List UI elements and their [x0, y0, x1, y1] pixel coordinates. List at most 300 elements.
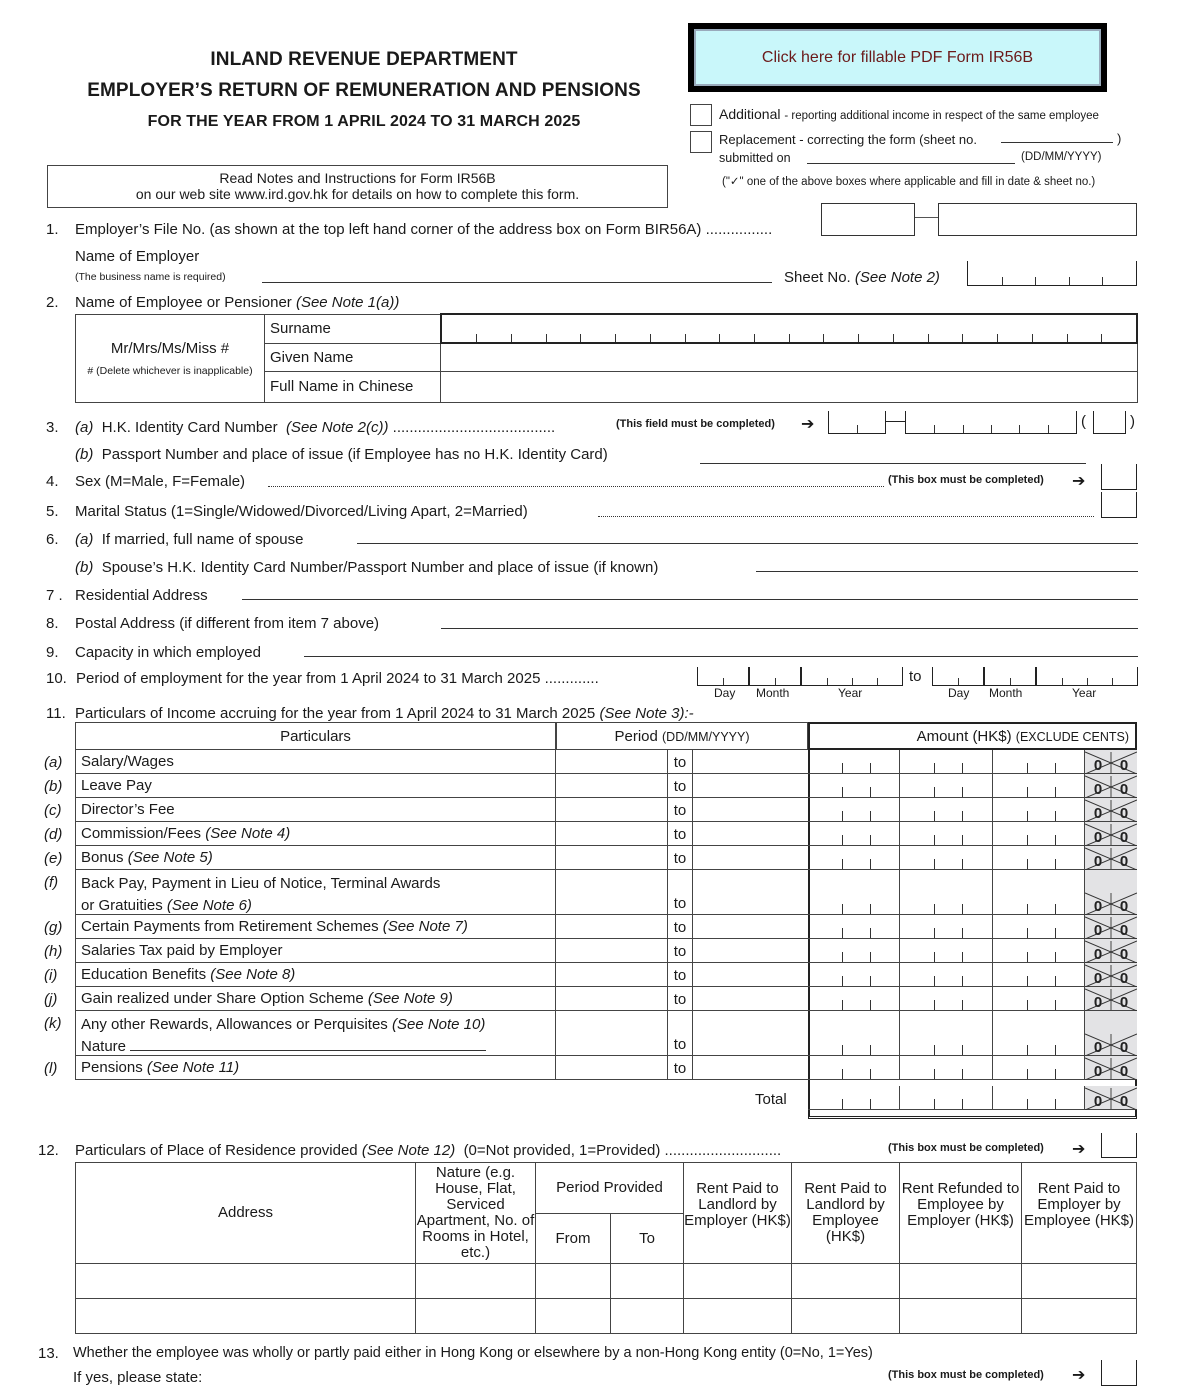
passport-field[interactable] [700, 463, 1086, 464]
svg-text:0: 0 [1119, 922, 1129, 939]
submitted-on-date-field[interactable] [807, 163, 1015, 164]
employer-file-no-part2[interactable] [938, 203, 1137, 236]
item-3a-letter: (a) [75, 419, 94, 436]
from-year-caption: Year [838, 686, 863, 700]
month-field[interactable] [984, 667, 1036, 686]
row-note: (See Note 10) [387, 1016, 486, 1033]
additional-label: Additional [719, 106, 781, 122]
tick-mark [934, 835, 935, 845]
amount-digit-group[interactable] [900, 987, 993, 1011]
tick-mark [1055, 1045, 1056, 1055]
row-note: (See Note 11) [146, 1059, 240, 1076]
rent2-cell[interactable] [792, 1264, 900, 1299]
period-from-cell[interactable] [556, 870, 668, 915]
period-from-cell[interactable] [556, 846, 668, 870]
hkid-dash [886, 421, 906, 422]
tick-mark [870, 928, 871, 938]
tick-mark [870, 811, 871, 821]
nature-label: Nature [81, 1038, 131, 1055]
period-from-cell[interactable] [556, 798, 668, 822]
row-note: (See Note 6) [166, 897, 252, 914]
employee-name-heading [75, 294, 399, 311]
tick-mark [1027, 904, 1028, 914]
amount-digit-group[interactable] [993, 1011, 1085, 1056]
period-to-cell[interactable] [693, 750, 808, 774]
crossed-cents-icon [1085, 798, 1137, 822]
period-to-cell[interactable] [693, 939, 808, 963]
amount-digit-group[interactable] [808, 870, 900, 915]
marital-status-field[interactable] [1101, 492, 1137, 518]
tick-mark [1027, 787, 1028, 797]
period-from-cell[interactable] [556, 1056, 668, 1080]
svg-text:0: 0 [1093, 1093, 1103, 1110]
row-particulars [75, 750, 556, 774]
period-to-cell[interactable] [693, 870, 808, 915]
residence-required-note: (This box must be completed) [888, 1142, 1044, 1154]
tick-mark [962, 859, 963, 869]
tick-mark [870, 1069, 871, 1079]
amount-digit-group[interactable] [900, 774, 993, 798]
amount-digit-group[interactable] [808, 987, 900, 1011]
title-cell [76, 314, 265, 402]
item-9-number: 9. [46, 644, 59, 661]
tick-mark [962, 1000, 963, 1010]
tick-mark [870, 787, 871, 797]
hkid-required-note: (This field must be completed) [616, 418, 775, 430]
nature-line [81, 1036, 555, 1058]
fillable-pdf-label[interactable]: Click here for fillable PDF Form IR56B [694, 29, 1101, 86]
tick-mark [1055, 976, 1056, 986]
row-particulars [75, 1056, 556, 1080]
amount-digit-group[interactable] [900, 939, 993, 963]
tick-mark [1112, 678, 1113, 685]
total-label: Total [755, 1091, 787, 1108]
date-format-label: (DD/MM/YYYY) [1021, 151, 1102, 163]
tick-mark [842, 952, 843, 962]
svg-text:0: 0 [1093, 805, 1103, 822]
additional-desc: - reporting additional income in respect of the same employee [784, 110, 1099, 122]
tick-mark [1027, 928, 1028, 938]
sheet-no-label [784, 269, 940, 286]
svg-text:0: 0 [1119, 1039, 1129, 1056]
row-particulars [75, 870, 556, 915]
tick-mark [934, 1069, 935, 1079]
item-6-number: 6. [46, 531, 59, 548]
employer-name-field[interactable] [262, 282, 772, 283]
tick-mark [934, 425, 935, 433]
amount-digit-group[interactable] [900, 750, 993, 774]
tick-mark [1055, 1099, 1056, 1109]
svg-text:0: 0 [1119, 994, 1129, 1011]
tick-mark [1055, 904, 1056, 914]
marital-status-label: Marital Status (1=Single/Widowed/Divorced/Living Apart, 2=Married) [75, 503, 528, 520]
tick-mark [870, 1045, 871, 1055]
tick-mark [962, 1045, 963, 1055]
year-field[interactable] [1036, 667, 1138, 686]
employment-to-date[interactable] [932, 667, 1138, 686]
period-to-cell[interactable] [693, 963, 808, 987]
amount-digit-group[interactable] [993, 774, 1085, 798]
crossed-cents-icon [1085, 1086, 1137, 1110]
tick-mark [789, 334, 790, 342]
row-particulars [75, 915, 556, 939]
tick-mark [1062, 678, 1063, 685]
amount-digit-group[interactable] [808, 774, 900, 798]
to-cell[interactable] [611, 1299, 684, 1334]
period-from-cell[interactable] [556, 987, 668, 1011]
residence-note: (See Note 12) [361, 1142, 456, 1159]
arrow-icon: ➔ [1072, 1141, 1086, 1158]
amount-digit-group[interactable] [993, 750, 1085, 774]
employer-file-no-label: Employer’s File No. (as shown at the top left hand corner of the address box on Form BIR56A) ................ [75, 221, 773, 238]
additional-checkbox[interactable] [690, 104, 712, 126]
spouse-name-label: If married, full name of spouse [101, 531, 304, 548]
tick-mark [870, 859, 871, 869]
tick-mark [1027, 1069, 1028, 1079]
rent4-cell[interactable] [1022, 1299, 1137, 1334]
from-day-caption: Day [714, 686, 736, 700]
crossed-cents-icon [1085, 870, 1137, 915]
row-letter: (i) [44, 967, 58, 984]
svg-text:0: 0 [1119, 781, 1129, 798]
amount-digit-group[interactable] [900, 870, 993, 915]
period-to-label: to [668, 798, 693, 822]
row-note: (See Note 4) [205, 825, 291, 842]
row-label: Any other Rewards, Allowances or Perquisites [81, 1016, 388, 1033]
tick-mark [934, 952, 935, 962]
period-to-label: to [668, 963, 693, 987]
svg-text:0: 0 [1119, 805, 1129, 822]
col-address: Address [76, 1163, 416, 1264]
rent1-cell[interactable] [684, 1264, 792, 1299]
row-letter: (a) [44, 754, 63, 771]
tick-mark [870, 904, 871, 914]
period-to-label: to [668, 822, 693, 846]
period-from-cell[interactable] [556, 963, 668, 987]
tick-mark [1027, 1000, 1028, 1010]
spouse-id-label-row [75, 559, 658, 576]
tick-mark [852, 678, 853, 685]
tick-mark [962, 904, 963, 914]
amount-digit-group[interactable] [993, 846, 1085, 870]
amount-digit-group[interactable] [900, 1056, 993, 1080]
item-3-number: 3. [46, 419, 59, 436]
tick-mark [842, 859, 843, 869]
capacity-label: Capacity in which employed [75, 644, 261, 661]
period-from-cell[interactable] [556, 939, 668, 963]
col-rent-refunded: Rent Refunded to Employee by Employer (HK$) [900, 1163, 1022, 1264]
tick-mark [1019, 425, 1020, 433]
amount-digit-group[interactable] [993, 915, 1085, 939]
crossed-cents-icon [1085, 774, 1137, 798]
period-to-label: to [668, 846, 693, 870]
row-label-line-2 [81, 895, 555, 917]
tick-mark [934, 811, 935, 821]
amount-digit-group[interactable] [808, 798, 900, 822]
tick-mark [1032, 334, 1033, 342]
cents-cell [1085, 987, 1137, 1011]
tick-mark [842, 976, 843, 986]
passport-label: Passport Number and place of issue (if Employee has no H.K. Identity Card) [101, 446, 608, 463]
title-options[interactable]: Mr/Mrs/Ms/Miss # [110, 339, 230, 357]
hkid-label-row [75, 419, 555, 436]
to-year-caption: Year [1072, 686, 1097, 700]
tick-mark [1027, 1099, 1028, 1109]
title-note: # (Delete whichever is inapplicable) [87, 364, 253, 377]
rent4-cell[interactable] [1022, 1264, 1137, 1299]
tick-mark [823, 334, 824, 342]
amount-digit-group[interactable] [900, 822, 993, 846]
tick-mark [1027, 859, 1028, 869]
tick-mark [962, 928, 963, 938]
item-1-number: 1. [46, 221, 59, 238]
row-letter: (f) [44, 874, 59, 891]
row-particulars [75, 798, 556, 822]
residence-label: Particulars of Place of Residence provided [75, 1142, 358, 1159]
amount-digit-group[interactable] [900, 963, 993, 987]
tick-mark [962, 811, 963, 821]
amount-digit-group[interactable] [808, 846, 900, 870]
amount-digit-group[interactable] [993, 822, 1085, 846]
month-field[interactable] [749, 667, 801, 686]
svg-text:0: 0 [1093, 922, 1103, 939]
fillable-pdf-button[interactable] [688, 23, 1107, 92]
amount-digit-group[interactable] [808, 750, 900, 774]
tick-mark [842, 811, 843, 821]
cents-cell [1085, 774, 1137, 798]
chinese-name-field[interactable] [441, 371, 1138, 402]
period-from-cell[interactable] [556, 822, 668, 846]
day-field[interactable] [697, 667, 749, 686]
tick-mark [1055, 859, 1056, 869]
tick-mark [1055, 787, 1056, 797]
svg-text:0: 0 [1119, 1063, 1129, 1080]
row-particulars [75, 774, 556, 798]
tick-mark [958, 678, 959, 685]
row-label: Director’s Fee [81, 801, 175, 818]
tick-mark [962, 952, 963, 962]
employer-name-note: (The business name is required) [75, 271, 226, 283]
tick-mark [1035, 277, 1036, 285]
hkid-prefix-field[interactable] [828, 411, 886, 434]
svg-text:0: 0 [1093, 1039, 1103, 1056]
row-label: Education Benefits [81, 966, 211, 983]
col-nature: Nature (e.g. House, Flat, Serviced Apartment, No. of Rooms in Hotel, etc.) [416, 1163, 536, 1264]
period-to-cell[interactable] [693, 915, 808, 939]
cents-cell [1085, 870, 1137, 915]
spouse-id-field[interactable] [756, 571, 1138, 572]
row-label: Salary/Wages [81, 753, 174, 770]
residence-provided-field[interactable] [1101, 1133, 1137, 1158]
residential-address-field[interactable] [242, 599, 1138, 600]
item-12-number: 12. [38, 1142, 59, 1159]
period-from-cell[interactable] [556, 750, 668, 774]
row-label: Salaries Tax paid by Employer [81, 942, 283, 959]
period-to-cell[interactable] [693, 774, 808, 798]
nature-cell[interactable] [416, 1264, 536, 1299]
instructions-note [47, 165, 668, 208]
employment-from-date[interactable] [697, 667, 903, 686]
sex-label: Sex (M=Male, F=Female) [75, 473, 246, 490]
svg-text:0: 0 [1093, 994, 1103, 1011]
tick-mark [870, 1000, 871, 1010]
period-from-cell[interactable] [556, 774, 668, 798]
sheet-no-text: Sheet No. [784, 269, 851, 286]
period-to-label: to [668, 939, 693, 963]
row-particulars [75, 987, 556, 1011]
tick-mark [719, 334, 720, 342]
period-to-cell[interactable] [693, 798, 808, 822]
amount-digit-group[interactable] [900, 1011, 993, 1056]
tick-mark [842, 787, 843, 797]
tick-mark [650, 334, 651, 342]
col-rent-landlord-employee: Rent Paid to Landlord by Employee (HK$) [792, 1163, 900, 1264]
period-to-cell[interactable] [693, 822, 808, 846]
year-field[interactable] [801, 667, 903, 686]
crossed-cents-icon [1085, 939, 1137, 963]
cents-cell [1085, 750, 1137, 774]
employee-name-label: Name of Employee or Pensioner [75, 294, 292, 311]
amount-digit-group[interactable] [900, 1086, 993, 1110]
from-cell[interactable] [536, 1299, 611, 1334]
tick-mark [963, 425, 964, 433]
capacity-field[interactable] [304, 656, 1138, 657]
amount-digit-group[interactable] [808, 939, 900, 963]
income-table [0, 722, 1190, 1122]
given-name-label: Given Name [265, 343, 441, 371]
tick-mark [1055, 928, 1056, 938]
spouse-name-field[interactable] [357, 543, 1138, 544]
tick-mark [962, 763, 963, 773]
tick-mark [511, 334, 512, 342]
item-6a-letter: (a) [75, 531, 94, 548]
svg-text:0: 0 [1119, 970, 1129, 987]
amount-digit-group[interactable] [808, 915, 900, 939]
amount-digit-group[interactable] [993, 987, 1085, 1011]
rent2-cell[interactable] [792, 1299, 900, 1334]
tick-mark [842, 904, 843, 914]
from-cell[interactable] [536, 1264, 611, 1299]
tick-mark [962, 787, 963, 797]
rent1-cell[interactable] [684, 1299, 792, 1334]
cents-cell [1085, 963, 1137, 987]
sheet-no-field[interactable] [967, 261, 1137, 286]
nature-cell[interactable] [416, 1299, 536, 1334]
file-no-dash [915, 217, 939, 218]
amount-digit-group[interactable] [993, 963, 1085, 987]
period-to-label: to [668, 870, 693, 915]
amount-digit-group[interactable] [993, 1056, 1085, 1080]
given-name-field[interactable] [441, 343, 1138, 371]
tick-mark [991, 425, 992, 433]
amount-digit-group[interactable] [993, 939, 1085, 963]
amount-digit-group[interactable] [993, 1086, 1085, 1110]
non-hk-entity-field[interactable] [1101, 1360, 1137, 1386]
tick-mark [1055, 763, 1056, 773]
hkid-check-digit-field[interactable] [1093, 411, 1126, 434]
tick-mark [546, 334, 547, 342]
amount-digit-group[interactable] [900, 915, 993, 939]
residence-row [76, 1264, 1137, 1299]
period-to-cell[interactable] [693, 846, 808, 870]
address-cell[interactable] [76, 1264, 416, 1299]
day-field[interactable] [932, 667, 984, 686]
amount-digit-group[interactable] [808, 822, 900, 846]
to-month-caption: Month [989, 686, 1023, 700]
period-from-cell[interactable] [556, 1011, 668, 1056]
item-7-number: 7 . [46, 587, 63, 604]
residence-table [75, 1162, 1137, 1334]
period-to-label: to [668, 1011, 693, 1056]
tick-mark [842, 1045, 843, 1055]
replacement-option [719, 132, 977, 147]
income-heading-label: Particulars of Income accruing for the year from 1 April 2024 to 31 March 2025 [75, 705, 596, 722]
amount-digit-group[interactable] [808, 1056, 900, 1080]
amount-digit-group[interactable] [993, 870, 1085, 915]
tick-mark [934, 904, 935, 914]
instructions-line-1: Read Notes and Instructions for Form IR56B [219, 170, 496, 186]
replacement-checkbox[interactable] [690, 131, 712, 153]
sex-required-note: (This box must be completed) [888, 474, 1044, 486]
sex-field[interactable] [1101, 464, 1137, 490]
row-particulars [75, 846, 556, 870]
amount-digit-group[interactable] [808, 1011, 900, 1056]
tick-mark [1027, 811, 1028, 821]
replacement-sheet-no-field[interactable] [1001, 142, 1113, 143]
tick-mark [928, 334, 929, 342]
cents-cell [1085, 915, 1137, 939]
svg-text:0: 0 [1119, 829, 1129, 846]
period-to-cell[interactable] [693, 1011, 808, 1056]
crossed-cents-icon [1085, 1056, 1137, 1080]
hkid-number-field[interactable] [905, 411, 1077, 434]
replacement-desc: - correcting the form (sheet no. [799, 132, 977, 147]
tick-mark [615, 334, 616, 342]
employer-file-no-part1[interactable] [821, 203, 915, 236]
postal-address-label: Postal Address (if different from item 7 above) [75, 615, 380, 632]
amount-digit-group[interactable] [808, 1086, 900, 1110]
tick-mark [934, 763, 935, 773]
additional-option [719, 106, 1099, 122]
svg-text:0: 0 [1119, 853, 1129, 870]
surname-field[interactable] [441, 314, 1138, 343]
nature-field[interactable] [130, 1037, 486, 1051]
period-from-cell[interactable] [556, 915, 668, 939]
rent3-cell[interactable] [900, 1264, 1022, 1299]
amount-digit-group[interactable] [900, 798, 993, 822]
rent3-cell[interactable] [900, 1299, 1022, 1334]
amount-digit-group[interactable] [900, 846, 993, 870]
address-cell[interactable] [76, 1299, 416, 1334]
tick-mark [934, 976, 935, 986]
employer-name-label: Name of Employer [75, 248, 200, 265]
to-cell[interactable] [611, 1264, 684, 1299]
period-to-cell[interactable] [693, 987, 808, 1011]
amount-digit-group[interactable] [993, 798, 1085, 822]
item-13-number: 13. [38, 1345, 59, 1362]
tick-mark [1055, 811, 1056, 821]
tick-mark [934, 1000, 935, 1010]
cents-cell [1085, 822, 1137, 846]
item-10-number: 10. [46, 670, 67, 687]
amount-digit-group[interactable] [808, 963, 900, 987]
tick-mark [870, 1099, 871, 1109]
postal-address-field[interactable] [441, 628, 1138, 629]
hkid-close-paren: ) [1130, 413, 1135, 430]
submitted-on-label: submitted on [719, 151, 791, 165]
period-to-cell[interactable] [693, 1056, 808, 1080]
tick-mark [842, 1000, 843, 1010]
